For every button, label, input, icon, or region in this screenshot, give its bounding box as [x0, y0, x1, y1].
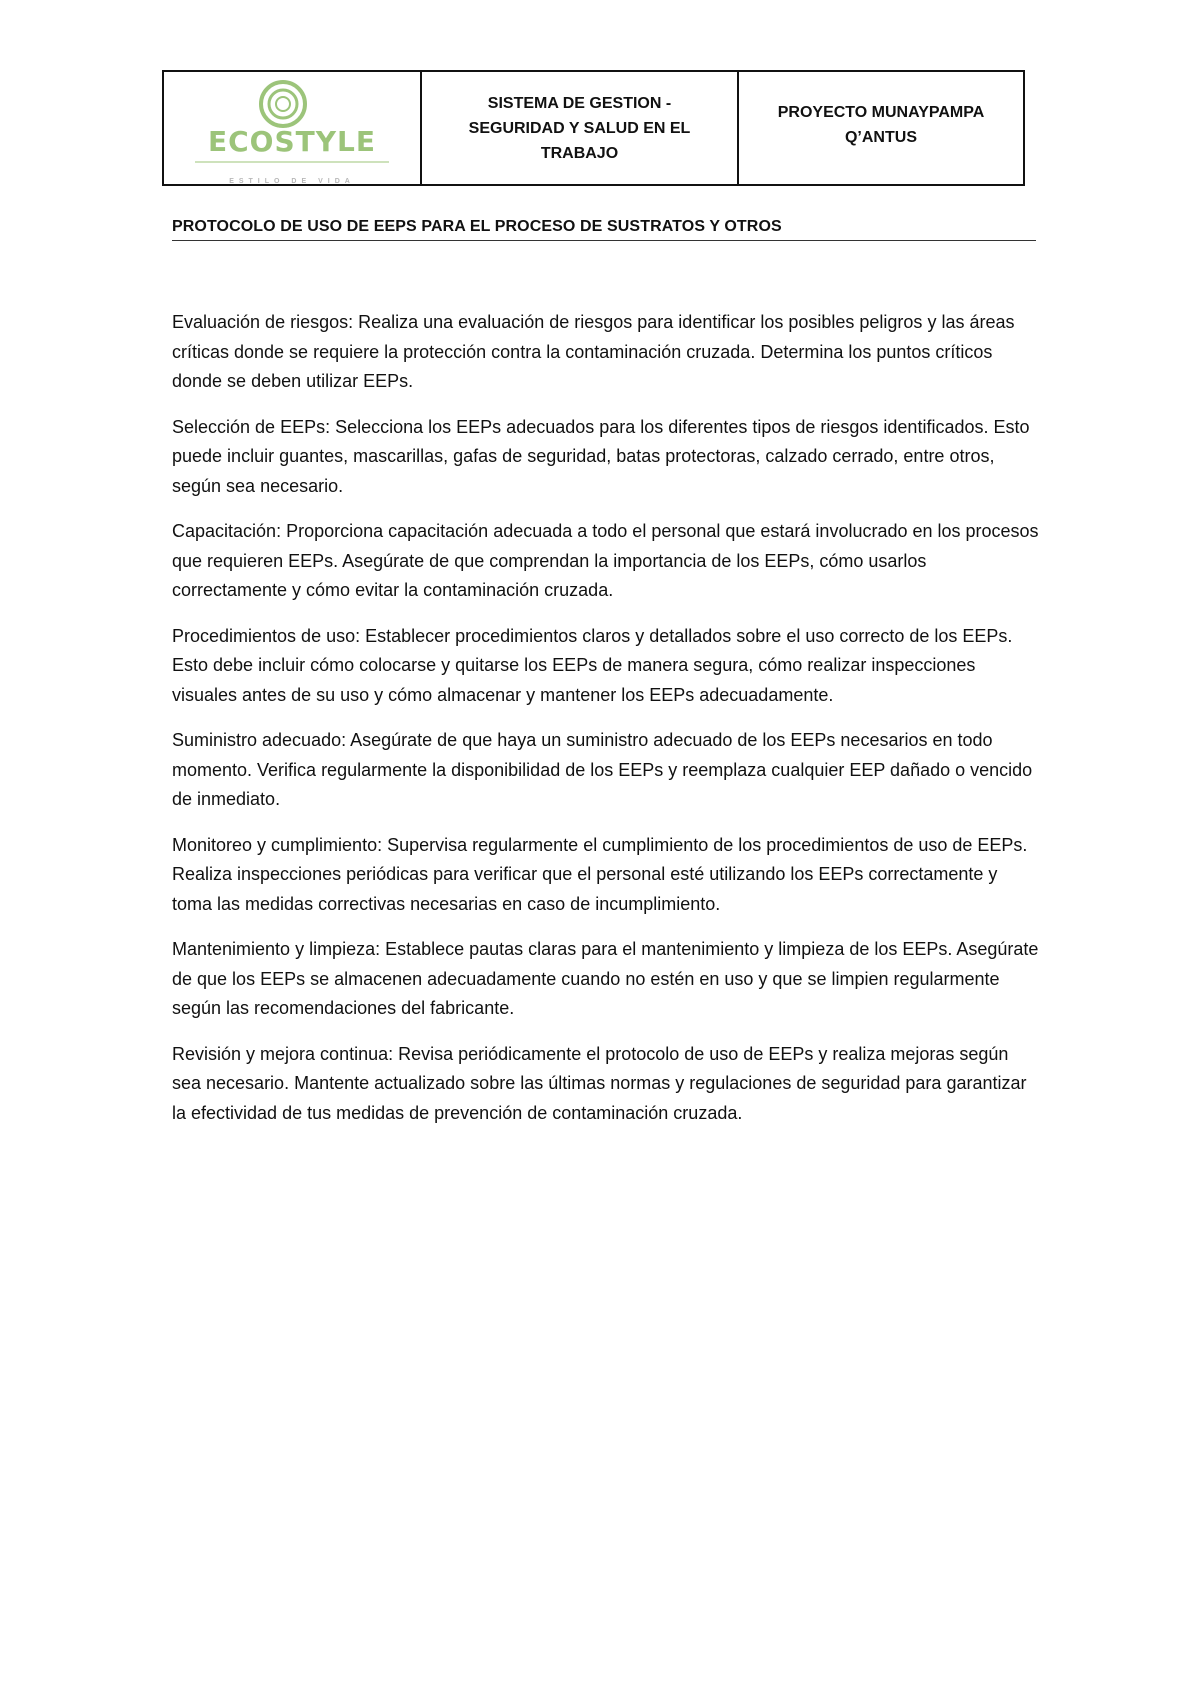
ecostyle-logo [163, 72, 421, 184]
paragraph: Procedimientos de uso: Establecer procedimientos claros y detallados sobre el uso correcto de los EEPs. Esto debe incluir cómo colocarse y quitarse los EEPs de manera segura, cómo realizar inspecciones visuales antes de su uso y cómo almacenar y mantener los EEPs adecuadamente. [172, 625, 1013, 705]
document-title: PROTOCOLO DE USO DE EEPS PARA EL PROCESO DE SUSTRATOS Y OTROS [172, 218, 1036, 241]
logo-cell [164, 72, 422, 184]
project-title: PROYECTO MUNAYPAMPA Q’ANTUS [777, 104, 985, 146]
system-title: SISTEMA DE GESTION - SEGURIDAD Y SALUD EN EL TRABAJO [468, 94, 691, 162]
system-title-cell [422, 72, 739, 184]
brand-tagline: ESTILO DE VIDA [229, 178, 355, 185]
brand-name: ECOSTYLE [208, 125, 376, 158]
paragraph: Monitoreo y cumplimiento: Supervisa regularmente el cumplimiento de los procedimientos de uso de EEPs. Realiza inspecciones periódicas para verificar que el personal esté utilizando los EEPs correctamente y toma las medidas correctivas necesarias en caso de incumplimiento. [172, 834, 1028, 914]
paragraph: Mantenimiento y limpieza: Establece pautas claras para el mantenimiento y limpieza de los EEPs. Asegúrate de que los EEPs se almacenen adecuadamente cuando no estén en uso y que se limpien regularmente según las recomendaciones del fabricante. [172, 939, 1039, 1018]
paragraph: Suministro adecuado: Asegúrate de que haya un suministro adecuado de los EEPs necesarios en todo momento. Verifica regularmente la disponibilidad de los EEPs y reemplaza cualquier EEP dañado o vencido de inmediato. [172, 730, 1033, 809]
project-title-cell [739, 72, 1023, 184]
paragraph: Revisión y mejora continua: Revisa periódicamente el protocolo de uso de EEPs y realiza mejoras según sea necesario. Mantente actualizado sobre las últimas normas y regulaciones de seguridad para garantizar la efectividad de tus medidas de prevención de contaminación cruzada. [172, 1043, 1027, 1123]
paragraph: Evaluación de riesgos: Realiza una evaluación de riesgos para identificar los posibles peligros y las áreas críticas donde se requiere la protección contra la contaminación cruzada. Determina los puntos críticos donde se deben utilizar EEPs. [172, 312, 1015, 391]
document-header-table [162, 70, 1025, 186]
paragraph: Capacitación: Proporciona capacitación adecuada a todo el personal que estará involucrado en los procesos que requieren EEPs. Asegúrate de que comprendan la importancia de los EEPs, cómo usarlos correctamente y cómo evitar la contaminación cruzada. [172, 521, 1039, 600]
document-body [172, 308, 1042, 1144]
paragraph: Selección de EEPs: Selecciona los EEPs adecuados para los diferentes tipos de riesgos identificados. Esto puede incluir guantes, mascarillas, gafas de seguridad, batas protectoras, calzado cerrado, entre otros, según sea necesario. [172, 416, 1030, 496]
